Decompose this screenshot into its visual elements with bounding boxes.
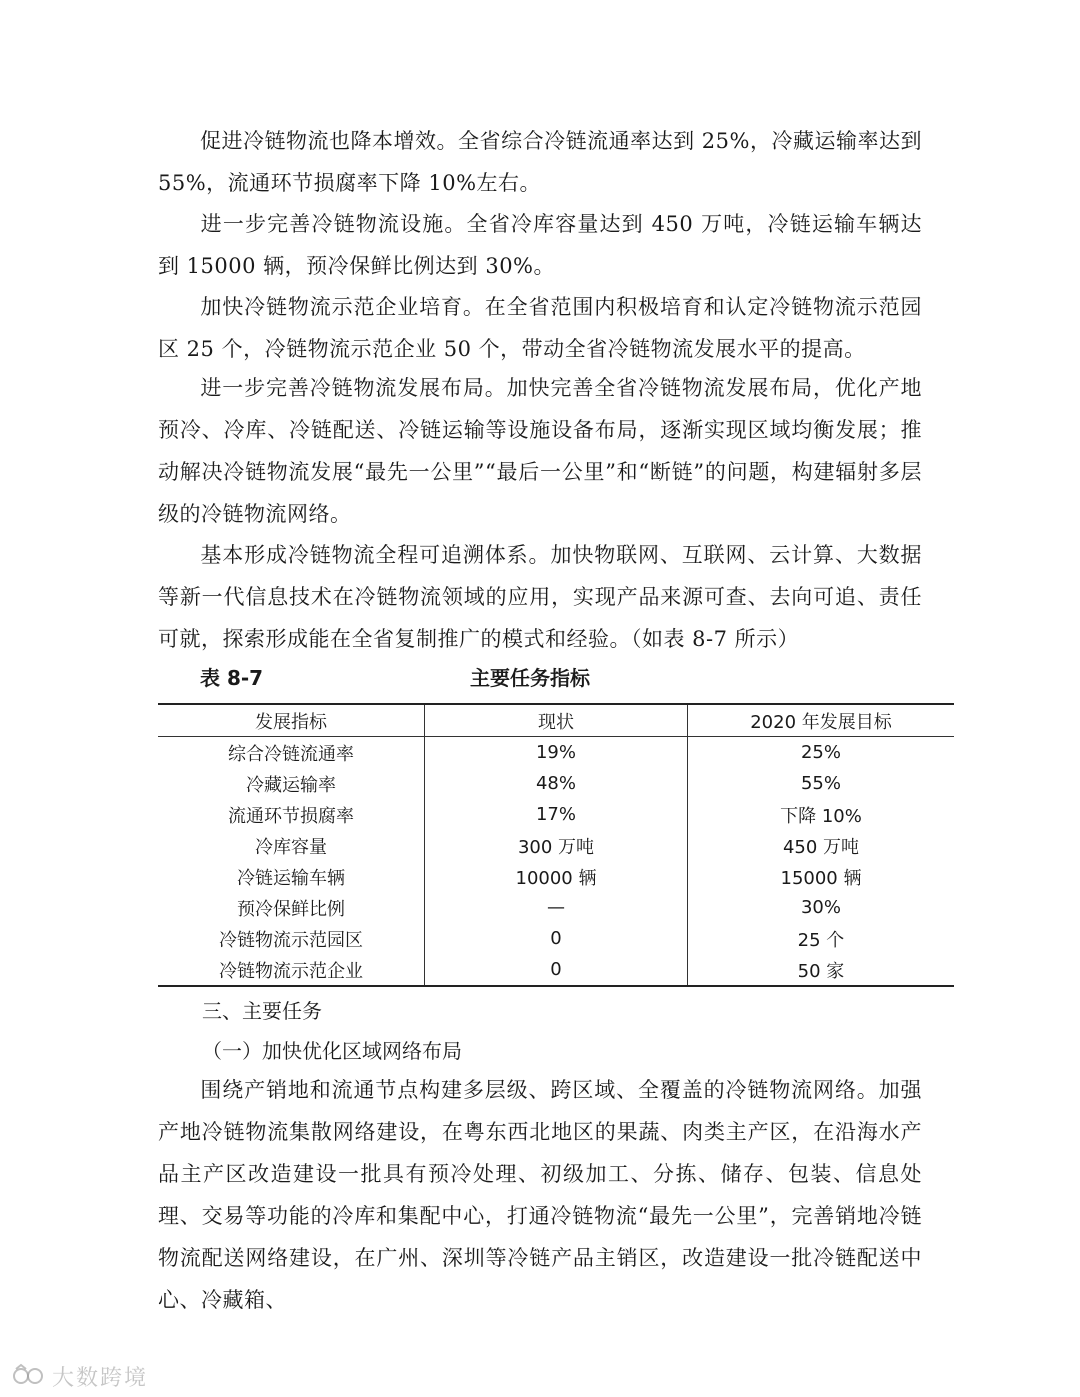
indicator-cell: 冷链物流示范园区	[158, 923, 425, 954]
indicator-cell: 预冷保鲜比例	[158, 892, 425, 923]
current-value-cell: 17%	[425, 799, 688, 830]
target-value-cell: 15000 辆	[688, 861, 955, 892]
watermark	[12, 1360, 148, 1392]
subsection-heading: （一）加快优化区域网络布局	[202, 1039, 462, 1063]
table-row	[158, 830, 954, 861]
table-row	[158, 799, 954, 830]
indicator-cell: 冷链运输车辆	[158, 861, 425, 892]
table-row	[158, 892, 954, 923]
paragraph-cold-chain-facilities: 进一步完善冷链物流设施。全省冷库容量达到 450 万吨，冷链运输车辆达到 15000 辆，预冷保鲜比例达到 30%。	[158, 212, 922, 278]
current-value-cell: 19%	[425, 737, 688, 769]
main-task-indicators-table	[158, 703, 954, 987]
paragraph-regional-network: 围绕产销地和流通节点构建多层级、跨区域、全覆盖的冷链物流网络。加强产地冷链物流集散网络建设，在粤东西北地区的果蔬、肉类主产区，在沿海水产品主产区改造建设一批具有预冷处理、初级加工、分拣、储存、包装、信息处理、交易等功能的冷库和集配中心，打通冷链物流“最先一公里”，完善销地冷链物流配送网络建设，在广州、深圳等冷链产品主销区，改造建设一批冷链配送中心、冷藏箱、	[158, 1078, 922, 1312]
table-caption	[200, 662, 900, 692]
section-heading: 三、主要任务	[202, 999, 322, 1023]
current-value-cell: 10000 辆	[425, 861, 688, 892]
indicator-cell: 流通环节损腐率	[158, 799, 425, 830]
column-header: 发展指标	[158, 704, 425, 737]
watermark-text: 大数跨境	[52, 1365, 149, 1391]
ebook-logo-icon	[12, 1363, 46, 1389]
current-value-cell: 48%	[425, 768, 688, 799]
table-header-row	[158, 704, 954, 737]
indicator-cell: 冷藏运输率	[158, 768, 425, 799]
table-row	[158, 737, 954, 769]
paragraph-development-layout: 进一步完善冷链物流发展布局。加快完善全省冷链物流发展布局，优化产地预冷、冷库、冷链配送、冷链运输等设施设备布局，逐渐实现区域均衡发展；推动解决冷链物流发展“最先一公里”“最后一公里”和“断链”的问题，构建辐射多层级的冷链物流网络。	[158, 376, 922, 526]
table-number: 表 8-7	[200, 666, 264, 690]
paragraph-demo-enterprises: 加快冷链物流示范企业培育。在全省范围内积极培育和认定冷链物流示范园区 25 个，冷链物流示范企业 50 个，带动全省冷链物流发展水平的提高。	[158, 295, 922, 361]
table-row	[158, 768, 954, 799]
target-value-cell: 下降 10%	[688, 799, 955, 830]
table-row	[158, 954, 954, 986]
column-header: 现状	[425, 704, 688, 737]
column-header: 2020 年发展目标	[688, 704, 955, 737]
target-value-cell: 450 万吨	[688, 830, 955, 861]
indicator-cell: 综合冷链流通率	[158, 737, 425, 769]
indicator-cell: 冷链物流示范企业	[158, 954, 425, 986]
target-value-cell: 25%	[688, 737, 955, 769]
paragraph-traceability: 基本形成冷链物流全程可追溯体系。加快物联网、互联网、云计算、大数据等新一代信息技术在冷链物流领域的应用，实现产品来源可查、去向可追、责任可就，探索形成能在全省复制推广的模式和经验。（如表 8-7 所示）	[158, 543, 922, 651]
current-value-cell: 0	[425, 923, 688, 954]
target-value-cell: 55%	[688, 768, 955, 799]
table-row	[158, 923, 954, 954]
target-value-cell: 50 家	[688, 954, 955, 986]
current-value-cell: 0	[425, 954, 688, 986]
indicator-cell: 冷库容量	[158, 830, 425, 861]
paragraph-cold-chain-efficiency: 促进冷链物流也降本增效。全省综合冷链流通率达到 25%，冷藏运输率达到 55%，流通环节损腐率下降 10%左右。	[158, 129, 922, 195]
target-value-cell: 25 个	[688, 923, 955, 954]
current-value-cell: 300 万吨	[425, 830, 688, 861]
table-row	[158, 861, 954, 892]
table-title: 主要任务指标	[470, 666, 590, 690]
current-value-cell: —	[425, 892, 688, 923]
target-value-cell: 30%	[688, 892, 955, 923]
